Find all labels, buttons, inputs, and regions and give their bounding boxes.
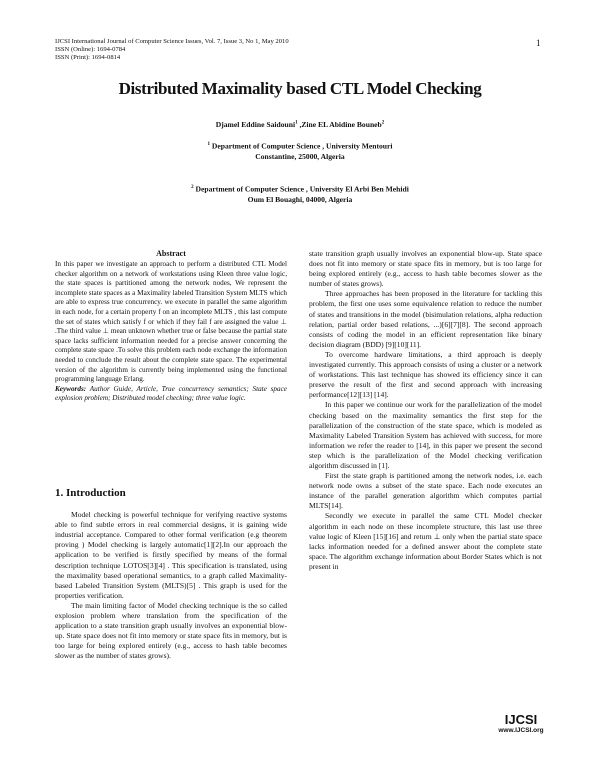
page-number: 1 bbox=[536, 38, 541, 48]
author-2: ,Zine EL Abidine Bouneb bbox=[297, 120, 382, 129]
left-column-intro bbox=[55, 487, 287, 661]
right-column bbox=[309, 249, 542, 572]
left-column bbox=[55, 249, 287, 404]
issn-online: ISSN (Online): 1694-0784 bbox=[55, 46, 126, 54]
intro-paragraph-4: To overcome hardware limitations, a third approach is deeply investigated currently. This approach consists of using a cluster or a network of workstations. This last technique has showed its efficiency since it can preserve the result of the first and second approach with increasing performance[12][13] [14]. bbox=[309, 349, 542, 400]
intro-paragraph-2-cont: state transition graph usually involves an exponential blow-up. State space does not fit into memory or state space fits in memory, but is too large for being explored entirely (e.g., access to hash table becomes slower as the number of states grows). bbox=[309, 249, 542, 289]
keywords-label: Keywords: bbox=[55, 384, 87, 393]
abstract-text: In this paper we investigate an approach to perform a distributed CTL Model checker algorithm on a network of workstations using Kleen three value logic, the state spaces is partitioned among the network nodes, We represent the incomplete state spaces as a Maximality labeled Transition System MLTS which are able to express true concurrency. we execute in parallel the same algorithm in each node, for a certain property f on an incomplete MLTS , this last compute the set of states which satisfy f or which if they fail f are assigned the value ⊥ .The third value ⊥ mean unknown whether true or false because the partial state space lacks sufficient information needed for a precise answer concerning the complete state space .To solve this problem each node exchange the information needed to conclude the result about the complete state space. The experimental version of the algorithm is currently being implemented using the functional programming language Erlang. bbox=[55, 260, 287, 384]
journal-line: IJCSI International Journal of Computer Science Issues, Vol. 7, Issue 3, No 1, May 2010 bbox=[55, 38, 289, 45]
keywords-text: Author Guide, Article, True concurrency semantics; State space explosion problem; Distributed model checking; three value logic. bbox=[55, 384, 287, 403]
site-url: www.IJCSI.org bbox=[498, 727, 544, 734]
affiliation-2-line2: Oum El Bouaghi, 04000, Algeria bbox=[247, 195, 353, 205]
affiliation-2 bbox=[0, 183, 600, 206]
affiliation-2-line1: Department of Computer Science , University El Arbi Ben Mehidi bbox=[193, 184, 409, 194]
affiliation-1-sup: 1 bbox=[207, 142, 210, 147]
paper-title: Distributed Maximality based CTL Model Checking bbox=[118, 79, 482, 98]
author-1-sup: 1 bbox=[295, 120, 298, 126]
affiliation-2-sup: 2 bbox=[191, 185, 194, 190]
intro-paragraph-5: In this paper we continue our work for the parallelization of the model checking based on the maximality semantics the first step for the parallelization of the construction of the state space, which is modeled as Maximality Labeled Transition System has achieved with success, for more information we refer the reader to [14], in this paper we present the second step which is the parallelization of the Model checking verification algorithm discussed in [1]. bbox=[309, 400, 542, 470]
issn-print: ISSN (Print): 1694-0814 bbox=[55, 54, 121, 62]
logo-mark: IJCSI bbox=[504, 712, 538, 727]
author-1: Djamel Eddine Saidouni bbox=[215, 120, 296, 129]
author-line bbox=[0, 120, 600, 129]
ijcsi-logo bbox=[486, 712, 556, 734]
affiliation-1 bbox=[0, 140, 600, 163]
intro-paragraph-7: Secondly we execute in parallel the same CTL Model checker algorithm in each node on these incomplete structure, this last use three value logic of Kleen [15][16] and return ⊥ only when the partial state space lacks information needed for a defined answer about the complete state space. The algorithm exchange information about Border States which is not present in bbox=[309, 511, 542, 571]
author-2-sup: 2 bbox=[381, 120, 385, 126]
abstract-heading: Abstract bbox=[156, 249, 186, 258]
intro-paragraph-2: The main limiting factor of Model checking technique is the so called explosion problem where translation from the specification of the application to a state transition graph usually involves an exponential blow-up. State space does not fit into memory or state space fits in memory, but is too large for being explored entirely (e.g., access to hash table becomes slower as the number of states grows). bbox=[55, 600, 287, 661]
affiliation-1-line1: Department of Computer Science , University Mentouri bbox=[210, 141, 393, 151]
keywords bbox=[55, 385, 287, 404]
section-heading-introduction: 1. Introduction bbox=[55, 487, 126, 499]
affiliation-1-line2: Constantine, 25000, Algeria bbox=[255, 152, 345, 162]
intro-paragraph-6: First the state graph is partitioned among the network nodes, i.e. each network node owns a subset of the state space. Each node executes an instance of the parallel generation algorithm which computes partial MLTS[14]. bbox=[309, 471, 542, 511]
running-header bbox=[55, 38, 289, 63]
intro-paragraph-3: Three approaches has been proposed in the literature for tackling this problem, the first one uses some equivalence relation to reduce the number of states and transitions in the model (bisimulation relations, alpha reduction relation, partial order based relations, ...)[6][7][8]. The second approach consists of coding the model in an efficient representation like binary decision diagram (BDD) [9][10][11]. bbox=[309, 289, 542, 349]
intro-paragraph-1: Model checking is powerful technique for verifying reactive systems able to find subtle errors in real commercial designs, it is gaining wide industrial acceptance. Compared to other formal verification (e.g theorem proving ) Model checking is largely automatic[1][2].In our approach the application to be verified is firstly specified by means of the formal description technique LOTOS[3][4] . This specification is translated, using the maximality based operational semantics, to a graph called Maximality-based Labeled Transition System (MLTS)[5] . This graph is used for the properties verification. bbox=[55, 510, 287, 600]
